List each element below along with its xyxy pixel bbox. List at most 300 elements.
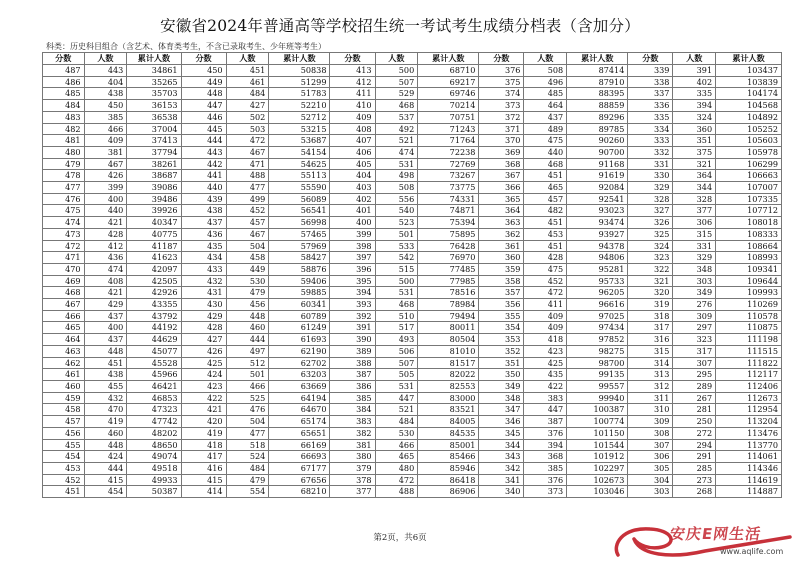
score-cell: 420 xyxy=(181,416,226,428)
score-cell: 310 xyxy=(628,404,673,416)
count-cell: 267 xyxy=(673,392,716,404)
count-cell: 508 xyxy=(375,182,418,194)
score-cell: 391 xyxy=(330,322,375,334)
score-cell: 483 xyxy=(43,111,85,123)
count-cell: 484 xyxy=(226,462,269,474)
score-cell: 311 xyxy=(628,392,673,404)
count-cell: 451 xyxy=(84,357,127,369)
cumulative-cell: 110269 xyxy=(716,299,782,311)
count-cell: 500 xyxy=(375,65,418,77)
score-cell: 388 xyxy=(330,357,375,369)
count-cell: 373 xyxy=(524,486,567,498)
cumulative-cell: 95733 xyxy=(567,275,628,287)
cumulative-cell: 87910 xyxy=(567,76,628,88)
score-cell: 317 xyxy=(628,322,673,334)
score-cell: 353 xyxy=(479,334,524,346)
cumulative-cell: 57969 xyxy=(269,240,330,252)
column-header: 累计人数 xyxy=(567,53,628,65)
score-cell: 381 xyxy=(330,439,375,451)
cumulative-cell: 40775 xyxy=(127,228,181,240)
count-cell: 507 xyxy=(375,357,418,369)
table-row xyxy=(43,88,782,100)
cumulative-cell: 74331 xyxy=(418,193,479,205)
cumulative-cell: 96205 xyxy=(567,287,628,299)
cumulative-cell: 58876 xyxy=(269,263,330,275)
score-cell: 458 xyxy=(43,404,85,416)
score-cell: 479 xyxy=(43,158,85,170)
table-row xyxy=(43,146,782,158)
count-cell: 518 xyxy=(226,439,269,451)
count-cell: 331 xyxy=(673,240,716,252)
cumulative-cell: 64194 xyxy=(269,392,330,404)
count-cell: 409 xyxy=(524,322,567,334)
score-cell: 368 xyxy=(479,158,524,170)
score-cell: 390 xyxy=(330,334,375,346)
score-cell: 349 xyxy=(479,380,524,392)
cumulative-cell: 63203 xyxy=(269,369,330,381)
score-cell: 429 xyxy=(181,310,226,322)
cumulative-cell: 85466 xyxy=(418,451,479,463)
cumulative-cell: 68210 xyxy=(269,486,330,498)
table-header-row xyxy=(43,53,782,65)
cumulative-cell: 56089 xyxy=(269,193,330,205)
score-cell: 464 xyxy=(43,334,85,346)
count-cell: 317 xyxy=(673,345,716,357)
count-cell: 530 xyxy=(226,275,269,287)
count-cell: 409 xyxy=(84,135,127,147)
column-header: 分数 xyxy=(181,53,226,65)
score-cell: 309 xyxy=(628,416,673,428)
cumulative-cell: 46853 xyxy=(127,392,181,404)
cumulative-cell: 93927 xyxy=(567,228,628,240)
score-cell: 467 xyxy=(43,299,85,311)
table-row xyxy=(43,404,782,416)
score-cell: 304 xyxy=(628,474,673,486)
score-cell: 369 xyxy=(479,146,524,158)
table-row xyxy=(43,228,782,240)
count-cell: 540 xyxy=(375,205,418,217)
cumulative-cell: 101912 xyxy=(567,451,628,463)
score-cell: 333 xyxy=(628,135,673,147)
score-cell: 350 xyxy=(479,369,524,381)
cumulative-cell: 76428 xyxy=(418,240,479,252)
score-cell: 414 xyxy=(181,486,226,498)
score-cell: 465 xyxy=(43,322,85,334)
score-cell: 338 xyxy=(628,76,673,88)
table-row xyxy=(43,76,782,88)
score-cell: 367 xyxy=(479,170,524,182)
count-cell: 376 xyxy=(524,427,567,439)
cumulative-cell: 105603 xyxy=(716,135,782,147)
cumulative-cell: 63669 xyxy=(269,380,330,392)
count-cell: 440 xyxy=(84,205,127,217)
score-cell: 392 xyxy=(330,310,375,322)
score-cell: 477 xyxy=(43,182,85,194)
score-cell: 343 xyxy=(479,451,524,463)
count-cell: 515 xyxy=(375,263,418,275)
count-cell: 424 xyxy=(84,451,127,463)
score-cell: 379 xyxy=(330,462,375,474)
count-cell: 456 xyxy=(226,299,269,311)
score-cell: 469 xyxy=(43,275,85,287)
count-cell: 411 xyxy=(524,299,567,311)
score-cell: 385 xyxy=(330,392,375,404)
count-cell: 376 xyxy=(524,474,567,486)
score-cell: 473 xyxy=(43,228,85,240)
score-cell: 370 xyxy=(479,135,524,147)
cumulative-cell: 108993 xyxy=(716,252,782,264)
cumulative-cell: 108333 xyxy=(716,228,782,240)
count-cell: 468 xyxy=(375,299,418,311)
column-header: 累计人数 xyxy=(269,53,330,65)
count-cell: 500 xyxy=(375,275,418,287)
score-cell: 487 xyxy=(43,65,85,77)
count-cell: 375 xyxy=(673,146,716,158)
count-cell: 315 xyxy=(673,228,716,240)
score-cell: 346 xyxy=(479,416,524,428)
count-cell: 419 xyxy=(84,416,127,428)
score-cell: 373 xyxy=(479,100,524,112)
count-cell: 448 xyxy=(84,439,127,451)
count-cell: 524 xyxy=(226,451,269,463)
table-row xyxy=(43,451,782,463)
score-cell: 337 xyxy=(628,88,673,100)
table-row xyxy=(43,287,782,299)
count-cell: 472 xyxy=(375,474,418,486)
score-cell: 461 xyxy=(43,369,85,381)
score-cell: 375 xyxy=(479,76,524,88)
cumulative-cell: 103839 xyxy=(716,76,782,88)
count-cell: 349 xyxy=(673,287,716,299)
score-cell: 358 xyxy=(479,275,524,287)
count-cell: 435 xyxy=(524,369,567,381)
count-cell: 451 xyxy=(524,170,567,182)
score-cell: 334 xyxy=(628,123,673,135)
score-cell: 462 xyxy=(43,357,85,369)
score-cell: 454 xyxy=(43,451,85,463)
count-cell: 468 xyxy=(375,100,418,112)
count-cell: 506 xyxy=(375,345,418,357)
cumulative-cell: 36538 xyxy=(127,111,181,123)
table-row xyxy=(43,158,782,170)
score-cell: 342 xyxy=(479,462,524,474)
score-cell: 319 xyxy=(628,299,673,311)
count-cell: 391 xyxy=(673,65,716,77)
count-cell: 466 xyxy=(375,439,418,451)
cumulative-cell: 41187 xyxy=(127,240,181,252)
table-row xyxy=(43,193,782,205)
score-cell: 468 xyxy=(43,287,85,299)
cumulative-cell: 104568 xyxy=(716,100,782,112)
cumulative-cell: 97434 xyxy=(567,322,628,334)
table-row xyxy=(43,439,782,451)
score-cell: 435 xyxy=(181,240,226,252)
cumulative-cell: 76970 xyxy=(418,252,479,264)
cumulative-cell: 86906 xyxy=(418,486,479,498)
cumulative-cell: 82022 xyxy=(418,369,479,381)
cumulative-cell: 96616 xyxy=(567,299,628,311)
cumulative-cell: 45528 xyxy=(127,357,181,369)
cumulative-cell: 98700 xyxy=(567,357,628,369)
cumulative-cell: 80011 xyxy=(418,322,479,334)
count-cell: 467 xyxy=(84,158,127,170)
count-cell: 408 xyxy=(84,275,127,287)
count-cell: 465 xyxy=(524,182,567,194)
count-cell: 461 xyxy=(226,76,269,88)
score-cell: 378 xyxy=(330,474,375,486)
count-cell: 497 xyxy=(226,345,269,357)
count-cell: 448 xyxy=(84,345,127,357)
cumulative-cell: 88395 xyxy=(567,88,628,100)
cumulative-cell: 56541 xyxy=(269,205,330,217)
cumulative-cell: 41623 xyxy=(127,252,181,264)
count-cell: 460 xyxy=(84,427,127,439)
count-cell: 484 xyxy=(226,88,269,100)
cumulative-cell: 109993 xyxy=(716,287,782,299)
count-cell: 505 xyxy=(375,369,418,381)
cumulative-cell: 103437 xyxy=(716,65,782,77)
table-row xyxy=(43,299,782,311)
cumulative-cell: 53687 xyxy=(269,135,330,147)
score-cell: 481 xyxy=(43,135,85,147)
cumulative-cell: 80504 xyxy=(418,334,479,346)
score-cell: 341 xyxy=(479,474,524,486)
score-cell: 387 xyxy=(330,369,375,381)
score-cell: 421 xyxy=(181,404,226,416)
score-cell: 484 xyxy=(43,100,85,112)
column-header: 人数 xyxy=(84,53,127,65)
count-cell: 482 xyxy=(524,205,567,217)
count-cell: 438 xyxy=(84,88,127,100)
count-cell: 476 xyxy=(226,404,269,416)
cumulative-cell: 93023 xyxy=(567,205,628,217)
count-cell: 493 xyxy=(375,334,418,346)
count-cell: 402 xyxy=(673,76,716,88)
score-cell: 447 xyxy=(181,100,226,112)
cumulative-cell: 114887 xyxy=(716,486,782,498)
cumulative-cell: 52210 xyxy=(269,100,330,112)
cumulative-cell: 111515 xyxy=(716,345,782,357)
score-cell: 415 xyxy=(181,474,226,486)
score-cell: 307 xyxy=(628,439,673,451)
score-cell: 424 xyxy=(181,369,226,381)
count-cell: 460 xyxy=(226,322,269,334)
score-cell: 450 xyxy=(181,65,226,77)
cumulative-cell: 109341 xyxy=(716,263,782,275)
count-cell: 324 xyxy=(673,111,716,123)
table-row xyxy=(43,205,782,217)
count-cell: 475 xyxy=(524,135,567,147)
score-cell: 422 xyxy=(181,392,226,404)
count-cell: 474 xyxy=(375,146,418,158)
cumulative-cell: 66169 xyxy=(269,439,330,451)
score-cell: 389 xyxy=(330,345,375,357)
cumulative-cell: 64670 xyxy=(269,404,330,416)
score-cell: 340 xyxy=(479,486,524,498)
table-row xyxy=(43,392,782,404)
score-cell: 482 xyxy=(43,123,85,135)
cumulative-cell: 58427 xyxy=(269,252,330,264)
count-cell: 437 xyxy=(524,111,567,123)
cumulative-cell: 90260 xyxy=(567,135,628,147)
score-cell: 399 xyxy=(330,228,375,240)
count-cell: 323 xyxy=(673,334,716,346)
score-cell: 476 xyxy=(43,193,85,205)
count-cell: 423 xyxy=(524,345,567,357)
count-cell: 450 xyxy=(84,100,127,112)
score-cell: 354 xyxy=(479,322,524,334)
count-cell: 394 xyxy=(673,100,716,112)
score-cell: 401 xyxy=(330,205,375,217)
column-header: 累计人数 xyxy=(127,53,181,65)
score-cell: 443 xyxy=(181,146,226,158)
cumulative-cell: 89296 xyxy=(567,111,628,123)
count-cell: 432 xyxy=(84,392,127,404)
count-cell: 477 xyxy=(226,182,269,194)
cumulative-cell: 52712 xyxy=(269,111,330,123)
score-cell: 427 xyxy=(181,334,226,346)
count-cell: 328 xyxy=(673,193,716,205)
score-cell: 316 xyxy=(628,334,673,346)
score-cell: 437 xyxy=(181,217,226,229)
count-cell: 502 xyxy=(226,111,269,123)
count-cell: 436 xyxy=(84,252,127,264)
cumulative-cell: 38687 xyxy=(127,170,181,182)
score-cell: 395 xyxy=(330,275,375,287)
table-row xyxy=(43,252,782,264)
subject-line: 科类：历史科目组合（含艺术、体育类考生，不含已录取考生、少年班等考生） xyxy=(46,42,326,51)
count-cell: 444 xyxy=(84,462,127,474)
score-cell: 480 xyxy=(43,146,85,158)
count-cell: 385 xyxy=(524,462,567,474)
column-header: 分数 xyxy=(479,53,524,65)
score-cell: 372 xyxy=(479,111,524,123)
count-cell: 429 xyxy=(84,299,127,311)
count-cell: 468 xyxy=(524,158,567,170)
count-cell: 556 xyxy=(375,193,418,205)
score-cell: 475 xyxy=(43,205,85,217)
cumulative-cell: 85001 xyxy=(418,439,479,451)
cumulative-cell: 77485 xyxy=(418,263,479,275)
cumulative-cell: 90700 xyxy=(567,146,628,158)
score-cell: 305 xyxy=(628,462,673,474)
column-header: 累计人数 xyxy=(716,53,782,65)
count-cell: 517 xyxy=(375,322,418,334)
score-cell: 344 xyxy=(479,439,524,451)
cumulative-cell: 105252 xyxy=(716,123,782,135)
count-cell: 488 xyxy=(375,486,418,498)
count-cell: 521 xyxy=(375,135,418,147)
score-cell: 359 xyxy=(479,263,524,275)
count-cell: 276 xyxy=(673,299,716,311)
column-header: 人数 xyxy=(226,53,269,65)
cumulative-cell: 45077 xyxy=(127,345,181,357)
count-cell: 297 xyxy=(673,322,716,334)
score-cell: 345 xyxy=(479,427,524,439)
count-cell: 503 xyxy=(226,123,269,135)
score-cell: 440 xyxy=(181,182,226,194)
score-cell: 472 xyxy=(43,240,85,252)
count-cell: 383 xyxy=(524,392,567,404)
cumulative-cell: 111198 xyxy=(716,334,782,346)
count-cell: 452 xyxy=(524,275,567,287)
score-cell: 355 xyxy=(479,310,524,322)
cumulative-cell: 55590 xyxy=(269,182,330,194)
cumulative-cell: 70751 xyxy=(418,111,479,123)
cumulative-cell: 61249 xyxy=(269,322,330,334)
cumulative-cell: 111822 xyxy=(716,357,782,369)
cumulative-cell: 62702 xyxy=(269,357,330,369)
count-cell: 425 xyxy=(524,357,567,369)
count-cell: 455 xyxy=(84,380,127,392)
cumulative-cell: 75895 xyxy=(418,228,479,240)
count-cell: 466 xyxy=(226,380,269,392)
score-cell: 419 xyxy=(181,427,226,439)
score-cell: 314 xyxy=(628,357,673,369)
count-cell: 454 xyxy=(84,486,127,498)
score-cell: 410 xyxy=(330,100,375,112)
cumulative-cell: 112406 xyxy=(716,380,782,392)
score-cell: 329 xyxy=(628,182,673,194)
cumulative-cell: 75394 xyxy=(418,217,479,229)
score-cell: 360 xyxy=(479,252,524,264)
count-cell: 521 xyxy=(375,404,418,416)
cumulative-cell: 102673 xyxy=(567,474,628,486)
count-cell: 504 xyxy=(226,416,269,428)
score-cell: 453 xyxy=(43,462,85,474)
count-cell: 335 xyxy=(673,88,716,100)
cumulative-cell: 84005 xyxy=(418,416,479,428)
count-cell: 448 xyxy=(226,310,269,322)
count-cell: 409 xyxy=(524,310,567,322)
cumulative-cell: 66693 xyxy=(269,451,330,463)
table-row xyxy=(43,369,782,381)
count-cell: 387 xyxy=(524,416,567,428)
cumulative-cell: 100774 xyxy=(567,416,628,428)
cumulative-cell: 92541 xyxy=(567,193,628,205)
score-cell: 449 xyxy=(181,76,226,88)
cumulative-cell: 35265 xyxy=(127,76,181,88)
score-cell: 362 xyxy=(479,228,524,240)
count-cell: 451 xyxy=(524,240,567,252)
score-cell: 403 xyxy=(330,182,375,194)
cumulative-cell: 89785 xyxy=(567,123,628,135)
cumulative-cell: 113204 xyxy=(716,416,782,428)
cumulative-cell: 85946 xyxy=(418,462,479,474)
cumulative-cell: 112673 xyxy=(716,392,782,404)
cumulative-cell: 78984 xyxy=(418,299,479,311)
column-header: 累计人数 xyxy=(418,53,479,65)
count-cell: 471 xyxy=(226,158,269,170)
score-cell: 336 xyxy=(628,100,673,112)
column-header: 分数 xyxy=(330,53,375,65)
count-cell: 496 xyxy=(524,76,567,88)
table-row xyxy=(43,427,782,439)
count-cell: 474 xyxy=(84,263,127,275)
count-cell: 427 xyxy=(226,100,269,112)
score-cell: 470 xyxy=(43,263,85,275)
count-cell: 501 xyxy=(226,369,269,381)
cumulative-cell: 81010 xyxy=(418,345,479,357)
score-cell: 396 xyxy=(330,263,375,275)
cumulative-cell: 101544 xyxy=(567,439,628,451)
score-cell: 318 xyxy=(628,310,673,322)
cumulative-cell: 71764 xyxy=(418,135,479,147)
score-cell: 452 xyxy=(43,474,85,486)
score-cell: 455 xyxy=(43,439,85,451)
score-cell: 330 xyxy=(628,170,673,182)
score-cell: 439 xyxy=(181,193,226,205)
